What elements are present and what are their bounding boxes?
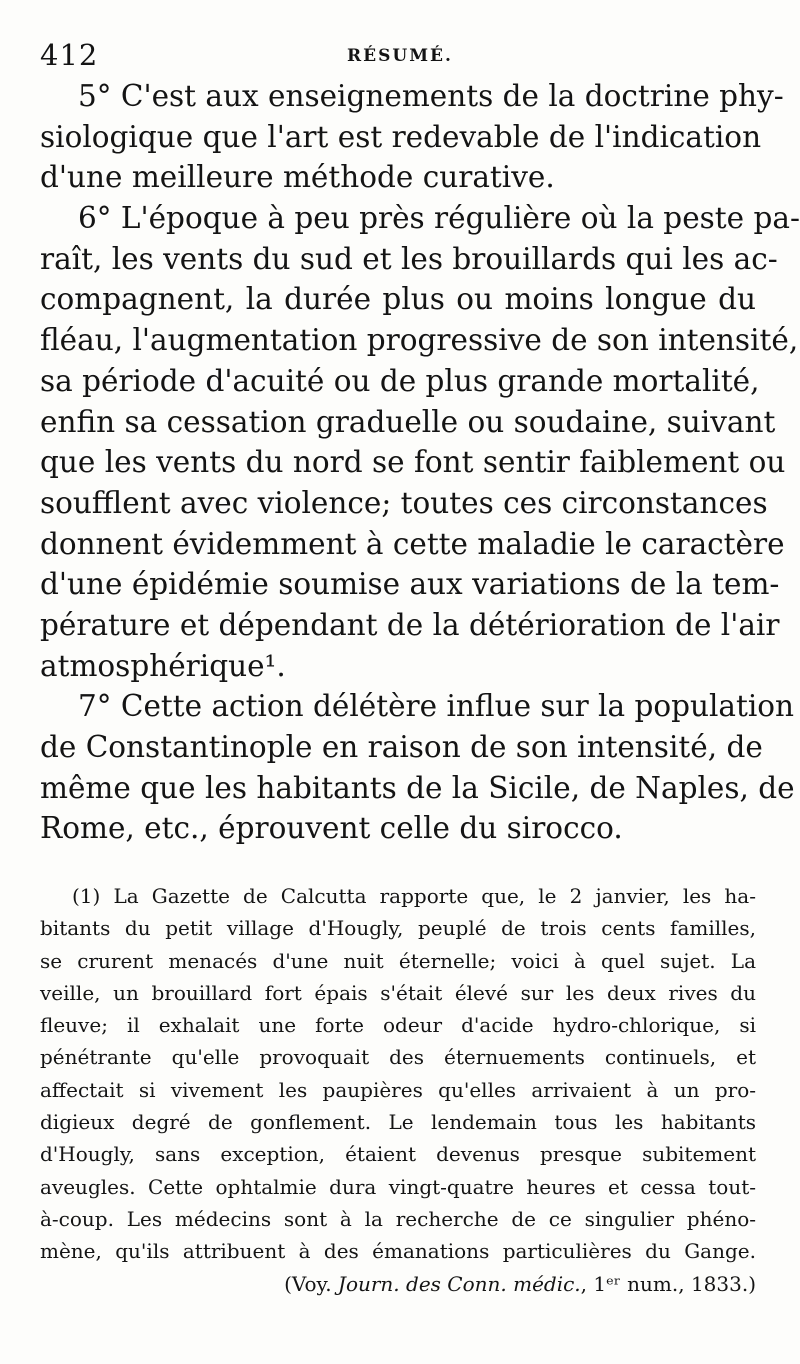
footnote-line: bitants du petit village d'Hougly, peuplé de trois cents familles, xyxy=(40,916,756,941)
text-line: donnent évidemment à cette maladie le caractère xyxy=(40,526,785,561)
text-line: sa période d'acuité ou de plus grande mortalité, xyxy=(40,363,760,398)
page-number: 412 xyxy=(40,38,99,72)
text-line: Rome, etc., éprouvent celle du sirocco. xyxy=(40,811,623,846)
text-line: d'une épidémie soumise aux variations de la tem- xyxy=(40,567,780,602)
text-line: fléau, l'augmentation progressive de son intensité, xyxy=(40,323,799,358)
footnote xyxy=(40,880,756,1300)
text-line: que les vents du nord se font sentir faiblement ou xyxy=(40,445,786,480)
text-line: siologique que l'art est redevable de l'indication xyxy=(40,119,762,154)
footnote-line: affectait si vivement les paupières qu'elles arrivaient à un pro- xyxy=(40,1077,756,1102)
text-line: pérature et dépendant de la détérioration de l'air xyxy=(40,607,780,642)
citation-journal: Journ. des Conn. médic. xyxy=(337,1271,581,1296)
body-text xyxy=(40,76,800,849)
citation-open: (Voy. xyxy=(284,1271,338,1296)
footnote-citation xyxy=(40,1268,756,1300)
text-line: d'une meilleure méthode curative. xyxy=(40,160,555,195)
page-header xyxy=(40,38,760,74)
footnote-line: mène, qu'ils attribuent à des émanations particulières du Gange. xyxy=(40,1239,756,1264)
text-line: même que les habitants de la Sicile, de Naples, de xyxy=(40,770,795,805)
text-line: 6° L'époque à peu près régulière où la peste pa- xyxy=(78,201,800,236)
footnote-line: à-coup. Les médecins sont à la recherche de ce singulier phéno- xyxy=(40,1206,756,1231)
footnote-line: (1) La Gazette de Calcutta rapporte que, le 2 janvier, les ha- xyxy=(72,884,756,908)
running-head: RÉSUMÉ. xyxy=(347,46,453,66)
text-line: soufflent avec violence; toutes ces circonstances xyxy=(40,485,768,520)
text-line: atmosphérique¹. xyxy=(40,648,286,683)
footnote-line: aveugles. Cette ophtalmie dura vingt-quatre heures et cessa tout- xyxy=(40,1174,756,1199)
text-line: enfin sa cessation graduelle ou soudaine, suivant xyxy=(40,404,776,439)
text-line: 5° C'est aux enseignements de la doctrine phy- xyxy=(78,79,784,113)
text-line: compagnent, la durée plus ou moins longue du xyxy=(40,282,756,317)
text-line: de Constantinople en raison de son intensité, de xyxy=(40,730,763,764)
citation-rest: , 1ᵉʳ num., 1833.) xyxy=(580,1271,756,1296)
footnote-line: pénétrante qu'elle provoquait des éternuements continuels, et xyxy=(40,1045,756,1070)
footnote-line: se crurent menacés d'une nuit éternelle; voici à quel sujet. La xyxy=(40,948,756,973)
footnote-line: digieux degré de gonflement. Le lendemain tous les habitants xyxy=(40,1110,756,1135)
footnote-line: fleuve; il exhalait une forte odeur d'acide hydro-chlorique, si xyxy=(40,1013,756,1038)
footnote-line: veille, un brouillard fort épais s'était élevé sur les deux rives du xyxy=(40,980,756,1005)
footnote-line: d'Hougly, sans exception, étaient devenus presque subitement xyxy=(40,1142,756,1167)
text-line: raît, les vents du sud et les brouillards qui les ac- xyxy=(40,241,778,276)
text-line: 7° Cette action délétère influe sur la population xyxy=(78,689,795,724)
